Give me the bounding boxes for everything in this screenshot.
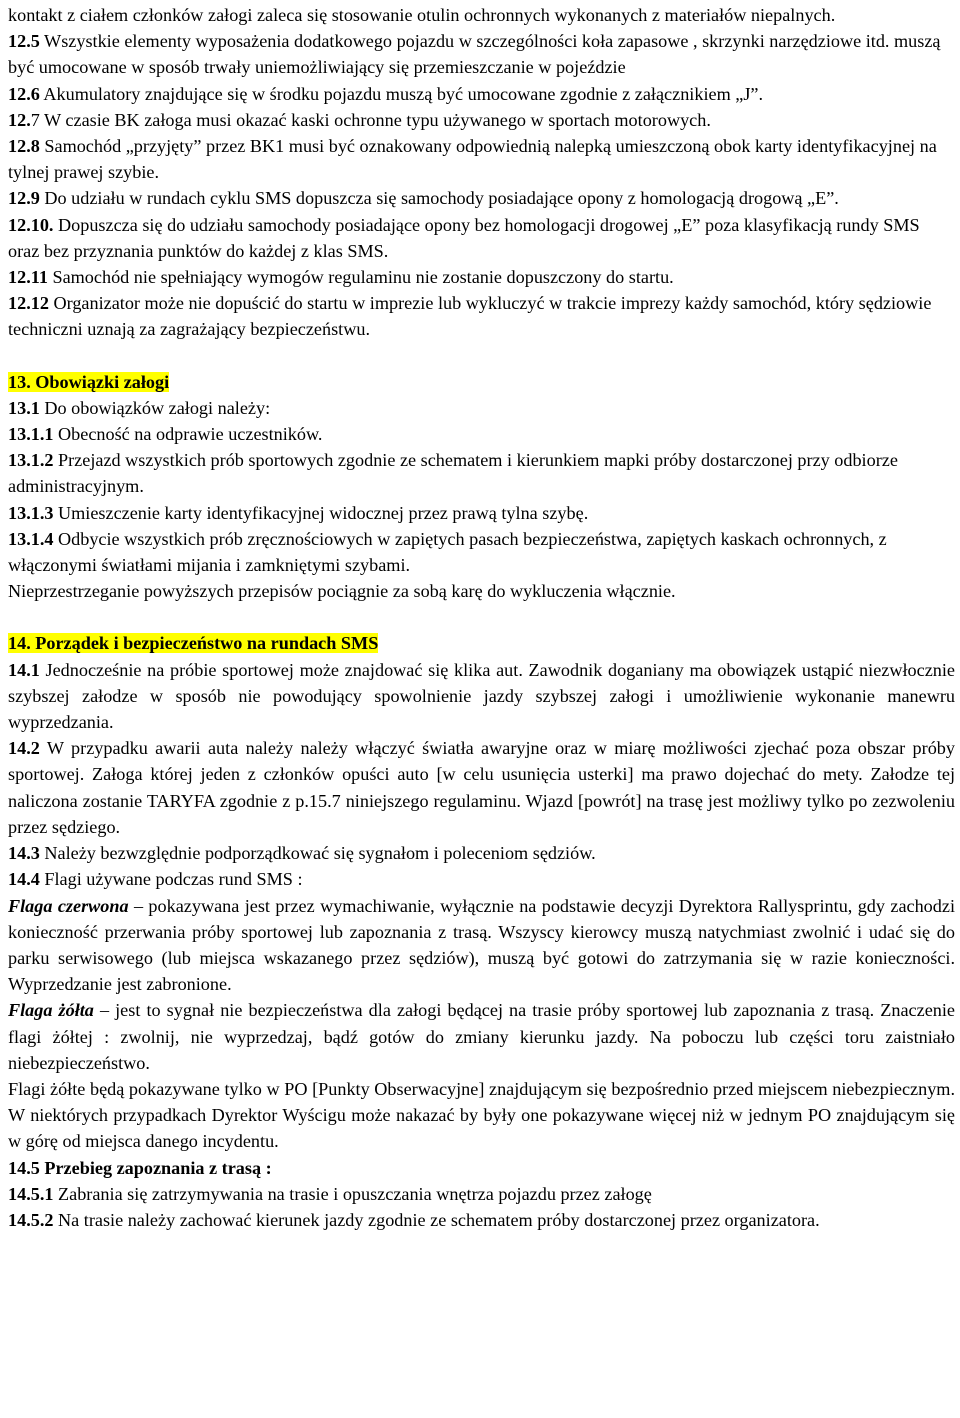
section-heading: 13. Obowiązki załogi <box>8 371 170 392</box>
red-flag-paragraph <box>8 893 955 998</box>
paragraph-number: 13.1.1 <box>8 424 54 445</box>
paragraph-number: 12.12 <box>8 293 49 314</box>
paragraph-13-1-4 <box>8 526 955 578</box>
section-14-heading-line <box>8 630 955 656</box>
paragraph-text: Do udziału w rundach cyklu SMS dopuszcza się samochody posiadające opony z homologacją drogową „E”. <box>39 188 839 209</box>
paragraph-number: 13.1.3 <box>8 502 54 523</box>
paragraph-number: 14.1 <box>8 659 40 680</box>
paragraph-number: 14.5.1 <box>8 1183 54 1204</box>
paragraph-number: 14.3 <box>8 843 40 864</box>
paragraph-number: 12.10. <box>8 214 54 235</box>
paragraph-13-1-1 <box>8 421 955 447</box>
red-flag-label: Flaga czerwona <box>8 895 129 916</box>
paragraph-text: Jednocześnie na próbie sportowej może znajdować się klika aut. Zawodnik doganiany ma obowiązek ustąpić niezwłocznie szybszej załodze w sposób nie powodujący spowolnienie jazdy szybszej załogi i umożliwienie wykonanie manewru wyprzedzania. <box>8 659 955 733</box>
paragraph-text: 7 W czasie BK załoga musi okazać kaski ochronne typu używanego w sportach motorowych. <box>30 109 711 130</box>
paragraph-number: 12. <box>8 109 31 130</box>
paragraph-text: – jest to sygnał nie bezpieczeństwa dla załogi będącej na trasie próby sportowej lub zapoznania z trasą. Znaczenie flagi żółtej : zwolnij, nie wyprzedzaj, bądź gotów do zmiany kierunku jazdy. Na poboczu lub części toru zaistniało niebezpieczeństwo. <box>8 1000 955 1073</box>
paragraph-text: Umieszczenie karty identyfikacyjnej widocznej przez prawą tylna szybę. <box>53 502 589 523</box>
paragraph-text: Organizator może nie dopuścić do startu w imprezie lub wykluczyć w trakcie imprezy każdy samochód, który sędziowie techniczni uznają za zagrażający bezpieczeństwu. <box>8 293 932 340</box>
paragraph-number: 14.4 <box>8 869 40 890</box>
paragraph-12-5 <box>8 28 955 80</box>
subsection-heading: 14.5 Przebieg zapoznania z trasą : <box>8 1157 272 1178</box>
paragraph-number: 12.8 <box>8 136 40 157</box>
paragraph-text: Wszystkie elementy wyposażenia dodatkowego pojazdu w szczególności koła zapasowe , skrzynki narzędziowe itd. muszą być umocowane w sposób trwały uniemożliwiający się przemieszczanie w pojeździe <box>8 31 941 78</box>
paragraph-text: Dopuszcza się do udziału samochody posiadające opony bez homologacji drogowej „E” poza klasyfikacją rundy SMS oraz bez przyznania punktów do każdej z klas SMS. <box>8 214 920 261</box>
paragraph-12-10 <box>8 212 955 264</box>
paragraph-13-1 <box>8 395 955 421</box>
yellow-flag-label: Flaga żółta <box>8 1000 94 1021</box>
paragraph-14-1 <box>8 657 955 736</box>
paragraph-number: 14.2 <box>8 738 40 759</box>
paragraph-14-5-1 <box>8 1181 955 1207</box>
paragraph-12-12 <box>8 290 955 342</box>
paragraph-12-9 <box>8 185 955 211</box>
paragraph-text: Na trasie należy zachować kierunek jazdy zgodnie ze schematem próby dostarczonej przez organizatora. <box>53 1209 820 1230</box>
spacer <box>8 343 955 369</box>
paragraph-text: Do obowiązków załogi należy: <box>39 397 271 418</box>
paragraph-text: Obecność na odprawie uczestników. <box>53 424 323 445</box>
paragraph-text: Zabrania się zatrzymywania na trasie i opuszczania wnętrza pojazdu przez załogę <box>53 1183 652 1204</box>
paragraph-14-5-heading <box>8 1155 955 1181</box>
paragraph-text: Należy bezwzględnie podporządkować się sygnałom i poleceniom sędziów. <box>39 843 596 864</box>
paragraph-number: 12.5 <box>8 31 40 52</box>
section-heading: 14. Porządek i bezpieczeństwo na rundach SMS <box>8 633 379 654</box>
spacer <box>8 604 955 630</box>
section-13-note: Nieprzestrzeganie powyższych przepisów pociągnie za sobą karę do wykluczenia włącznie. <box>8 581 676 602</box>
paragraph-12-4-continuation: kontakt z ciałem członków załogi zaleca się stosowanie otulin ochronnych wykonanych z materiałów niepalnych. <box>8 5 836 25</box>
paragraph-number: 12.6 <box>8 83 40 104</box>
paragraph-text: Odbycie wszystkich prób zręcznościowych w zapiętych pasach bezpieczeństwa, zapiętych kaskach ochronnych, z włączonymi światłami mijania i zamkniętymi szybami. <box>8 528 887 576</box>
paragraph-text: Flagi używane podczas rund SMS : <box>39 869 303 890</box>
paragraph-14-3 <box>8 840 955 866</box>
paragraph-12-8 <box>8 133 955 185</box>
paragraph-13-1-2 <box>8 447 955 499</box>
yellow-flag-note: Flagi żółte będą pokazywane tylko w PO [Punkty Obserwacyjne] znajdującym się bezpośrednio przed miejscem niebezpiecznym. W niektórych przypadkach Dyrektor Wyścigu może nakazać by były one pokazywane więcej niż w jednym PO znajdującym się w górę od miejsca danego incydentu. <box>8 1078 955 1152</box>
section-13-heading-line <box>8 369 955 395</box>
paragraph-text: Przejazd wszystkich prób sportowych zgodnie ze schematem i kierunkiem mapki próby dostarczonej przy odbiorze administracyjnym. <box>8 450 898 497</box>
paragraph-text: Samochód „przyjęty” przez BK1 musi być oznakowany odpowiednią nalepką umieszczoną obok karty identyfikacyjnej na tylnej prawej szybie. <box>8 136 937 183</box>
paragraph-number: 13.1.4 <box>8 528 54 549</box>
paragraph-number: 12.11 <box>8 267 48 288</box>
yellow-flag-paragraph <box>8 997 955 1076</box>
paragraph-14-4 <box>8 866 955 892</box>
paragraph-number: 14.5.2 <box>8 1209 54 1230</box>
paragraph-number: 13.1 <box>8 397 40 418</box>
paragraph-text: W przypadku awarii auta należy należy włączyć światła awaryjne oraz w miarę możliwości zjechać poza obszar próby sportowej. Załoga której jeden z członków opuści auto [w celu usunięcia usterki] ma prawo dojechać do mety. Załodze tej naliczona zostanie TARYFA zgodnie z p.15.7 niniejszego regulaminu. Wjazd [powrót] na trasę jest możliwy tylko po zezwoleniu przez sędziego. <box>8 738 955 837</box>
paragraph-12-11 <box>8 264 955 290</box>
paragraph-text: Samochód nie spełniający wymogów regulaminu nie zostanie dopuszczony do startu. <box>47 267 674 288</box>
paragraph-14-2 <box>8 735 955 840</box>
paragraph-12-6 <box>8 81 955 107</box>
paragraph-number: 12.9 <box>8 188 40 209</box>
paragraph-12-7 <box>8 107 955 133</box>
paragraph-text: – pokazywana jest przez wymachiwanie, wyłącznie na podstawie decyzji Dyrektora Rallysprintu, gdy zachodzi konieczność przerwania próby sportowej lub zapoznania z trasą. Wszyscy kierowcy muszą natychmiast zwolnić i udać się do parku serwisowego (lub miejsca wskazanego przez sędziów), muszą być gotowi do zatrzymania się w razie konieczności. Wyprzedzanie jest zabronione. <box>8 895 955 995</box>
paragraph-14-5-2 <box>8 1207 955 1233</box>
paragraph-13-1-3 <box>8 500 955 526</box>
paragraph-text: Akumulatory znajdujące się w środku pojazdu muszą być umocowane zgodnie z załącznikiem „J”. <box>39 83 764 104</box>
paragraph-number: 13.1.2 <box>8 450 54 471</box>
